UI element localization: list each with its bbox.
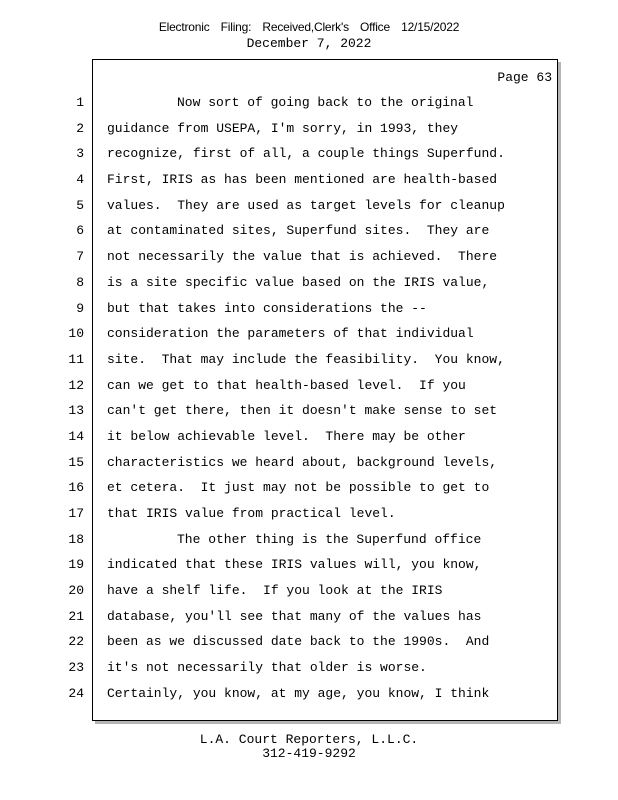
transcript-line: can't get there, then it doesn't make sense to set [107, 403, 498, 419]
filing-date: 12/15/2022 [401, 20, 460, 34]
page-number: Page 63 [497, 70, 552, 85]
transcript-line: not necessarily the value that is achieved. There [107, 249, 498, 265]
transcript-line: consideration the parameters of that individual [107, 326, 474, 342]
line-number: 24 [68, 685, 84, 701]
transcript-line: The other thing is the Superfund office [177, 531, 482, 547]
line-number: 3 [76, 146, 84, 162]
line-number: 9 [76, 300, 84, 316]
line-number: 18 [68, 531, 84, 547]
line-number: 7 [76, 249, 84, 265]
line-number: 23 [68, 660, 84, 676]
line-number: 11 [68, 351, 84, 367]
transcript-line: database, you'll see that many of the values has [107, 608, 482, 624]
line-number: 8 [76, 274, 84, 290]
transcript-line: guidance from USEPA, I'm sorry, in 1993, they [107, 120, 459, 136]
line-number: 4 [76, 172, 84, 188]
transcript-line: can we get to that health-based level. If you [107, 377, 466, 393]
transcript-line: have a shelf life. If you look at the IRIS [107, 583, 443, 599]
transcript-line: that IRIS value from practical level. [107, 506, 396, 521]
line-number: 10 [68, 326, 84, 342]
line-number: 17 [68, 506, 84, 521]
transcript-line: indicated that these IRIS values will, you know, [107, 557, 482, 573]
line-number: 5 [76, 197, 84, 213]
transcript-line: First, IRIS as has been mentioned are health-based [107, 172, 498, 188]
line-number: 21 [68, 608, 84, 624]
line-number: 14 [68, 428, 84, 444]
line-number: 2 [76, 120, 84, 136]
line-number: 13 [68, 403, 84, 419]
transcript-line: it below achievable level. There may be other [107, 428, 466, 444]
reporter-phone: 312-419-9292 [262, 746, 356, 761]
line-number: 6 [76, 223, 84, 239]
hearing-date: December 7, 2022 [246, 36, 372, 51]
reporter-footer [0, 733, 618, 761]
filing-stamp [0, 20, 618, 34]
office-label: Office [360, 20, 390, 34]
filing-label: Electronic [158, 20, 210, 34]
line-number: 22 [68, 634, 84, 650]
line-number-column [40, 93, 84, 710]
transcript-line: characteristics we heard about, background levels, [107, 454, 498, 470]
line-number: 12 [68, 377, 84, 393]
line-number: 16 [68, 480, 84, 496]
transcript-line: is a site specific value based on the IRIS value, [107, 274, 490, 290]
line-number: 19 [68, 557, 84, 573]
transcript-line: it's not necessarily that older is worse. [107, 660, 427, 676]
line-number: 1 [76, 95, 84, 110]
line-number: 15 [68, 454, 84, 470]
transcript-line: values. They are used as target levels for cleanup [107, 197, 505, 213]
transcript-line: Now sort of going back to the original [177, 95, 474, 110]
line-number: 20 [68, 583, 84, 599]
transcript-line: site. That may include the feasibility. You know, [107, 351, 505, 367]
reporter-name: L.A. Court Reporters, L.L.C. [199, 732, 419, 747]
filing-label-2: Filing: [220, 20, 252, 34]
transcript-line: et cetera. It just may not be possible to get to [107, 480, 490, 496]
transcript-line: but that takes into considerations the -- [107, 300, 427, 316]
transcript-line: been as we discussed date back to the 1990s. And [107, 634, 490, 650]
transcript-line: at contaminated sites, Superfund sites. They are [107, 223, 490, 239]
transcript-line: Certainly, you know, at my age, you know, I think [107, 685, 490, 701]
received-label: Received,Clerk's [262, 20, 349, 34]
transcript-text [107, 93, 547, 710]
transcript-line: recognize, first of all, a couple things Superfund. [107, 146, 505, 162]
